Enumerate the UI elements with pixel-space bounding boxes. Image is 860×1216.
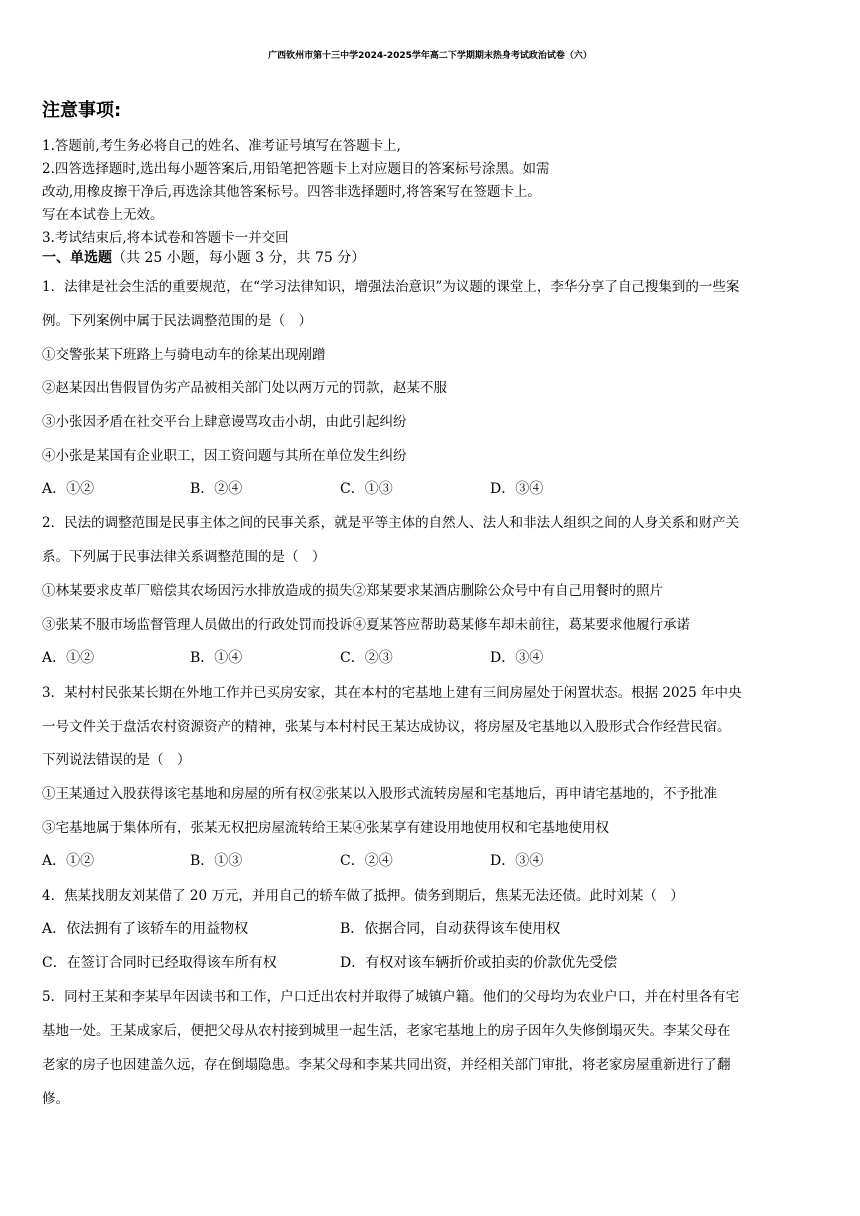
- question-3-stem: 3．某村村民张某长期在外地工作并已买房安家，其在本村的宅基地上建有三间房屋处于闲置状态。根据 2025 年中央: [42, 685, 742, 701]
- question-3-option-b[interactable]: B．①③: [190, 853, 243, 869]
- question-3-stem: 下列说法错误的是（ ）: [42, 752, 191, 768]
- notice-heading: 注意事项:: [42, 100, 122, 121]
- question-4-stem: 4．焦某找朋友刘某借了 20 万元，并用自己的轿车做了抵押。债务到期后，焦某无法还债。此时刘某（ ）: [42, 888, 684, 904]
- question-3-option-a[interactable]: A．①②: [42, 853, 95, 869]
- question-2-stem: 2．民法的调整范围是民事主体之间的民事关系，就是平等主体的自然人、法人和非法人组织之间的人身关系和财产关: [42, 515, 740, 531]
- notice-line: 1.答题前,考生务必将自己的姓名、准考证号填写在答题卡上,: [42, 138, 401, 154]
- question-3-stem: 一号文件关于盘活农村资源资产的精神，张某与本村村民王某达成协议，将房屋及宅基地以入股形式合作经营民宿。: [42, 719, 731, 735]
- question-3-option-c[interactable]: C．②④: [340, 853, 393, 869]
- question-1-option-b[interactable]: B．②④: [190, 481, 243, 497]
- section-label: 一、单选题: [42, 250, 112, 266]
- question-4-option-d[interactable]: D．有权对该车辆折价或拍卖的价款优先受偿: [340, 955, 618, 971]
- question-2-option-b[interactable]: B．①④: [190, 650, 243, 666]
- question-2-stem: 系。下列属于民事法律关系调整范围的是（ ）: [42, 549, 326, 565]
- question-2-item: ③张某不服市场监督管理人员做出的行政处罚而投诉④夏某答应帮助葛某修车却未前往，葛某要求他履行承诺: [42, 617, 690, 633]
- question-3-option-d[interactable]: D．③④: [490, 853, 544, 869]
- question-2-option-a[interactable]: A．①②: [42, 650, 95, 666]
- question-3-item: ③宅基地属于集体所有，张某无权把房屋流转给王某④张某享有建设用地使用权和宅基地使用权: [42, 820, 609, 836]
- notice-line: 3.考试结束后,将本试卷和答题卡一并交回: [42, 230, 289, 246]
- question-2-option-d[interactable]: D．③④: [490, 650, 544, 666]
- question-5-stem: 5．同村王某和李某早年因读书和工作，户口迁出农村并取得了城镇户籍。他们的父母均为农业户口，并在村里各有宅: [42, 989, 740, 1005]
- question-1-item: ②赵某因出售假冒伪劣产品被相关部门处以两万元的罚款，赵某不服: [42, 380, 447, 396]
- question-4-option-a[interactable]: A．依法拥有了该轿车的用益物权: [42, 921, 249, 937]
- question-5-stem: 修。: [42, 1091, 69, 1107]
- question-1-option-d[interactable]: D．③④: [490, 481, 544, 497]
- question-5-stem: 基地一处。王某成家后，便把父母从农村接到城里一起生活，老家宅基地上的房子因年久失修倒塌灭失。李某父母在: [42, 1023, 731, 1039]
- question-1-item: ③小张因矛盾在社交平台上肆意谩骂攻击小胡，由此引起纠纷: [42, 414, 407, 430]
- question-5-stem: 老家的房子也因建盖久远，存在倒塌隐患。李某父母和李某共同出资，并经相关部门审批，将老家房屋重新进行了翻: [42, 1057, 731, 1073]
- question-3-item: ①王某通过入股获得该宅基地和房屋的所有权②张某以入股形式流转房屋和宅基地后，再申请宅基地的，不予批准: [42, 786, 717, 802]
- question-1-stem: 1．法律是社会生活的重要规范，在“学习法律知识，增强法治意识”为议题的课堂上，李华分享了自己搜集到的一些案: [42, 279, 740, 295]
- question-2-item: ①林某要求皮革厂赔偿其农场因污水排放造成的损失②郑某要求某酒店删除公众号中有自己用餐时的照片: [42, 583, 663, 599]
- question-1-item: ④小张是某国有企业职工，因工资问题与其所在单位发生纠纷: [42, 448, 407, 464]
- page-title: 广西钦州市第十三中学2024-2025学年高二下学期期末热身考试政治试卷（六）: [268, 51, 592, 61]
- section-heading: [42, 247, 365, 267]
- notice-line: 2.四答选择题时,选出每小题答案后,用铅笔把答题卡上对应题目的答案标号涂黑。如需: [42, 161, 550, 177]
- notice-line: 改动,用橡皮擦干净后,再选涂其他答案标号。四答非选择题时,将答案写在签题卡上。: [42, 184, 541, 200]
- question-1-item: ①交警张某下班路上与骑电动车的徐某出现剐蹭: [42, 347, 326, 363]
- question-4-option-b[interactable]: B．依据合同，自动获得该车使用权: [340, 921, 561, 937]
- section-note: （共 25 小题，每小题 3 分，共 75 分）: [112, 250, 366, 266]
- question-2-option-c[interactable]: C．②③: [340, 650, 393, 666]
- notice-line: 写在本试卷上无效。: [42, 207, 164, 223]
- question-1-stem: 例。下列案例中属于民法调整范围的是（ ）: [42, 313, 312, 329]
- question-4-option-c[interactable]: C．在签订合同时已经取得该车所有权: [42, 955, 277, 971]
- question-1-option-a[interactable]: A．①②: [42, 481, 95, 497]
- question-1-option-c[interactable]: C．①③: [340, 481, 393, 497]
